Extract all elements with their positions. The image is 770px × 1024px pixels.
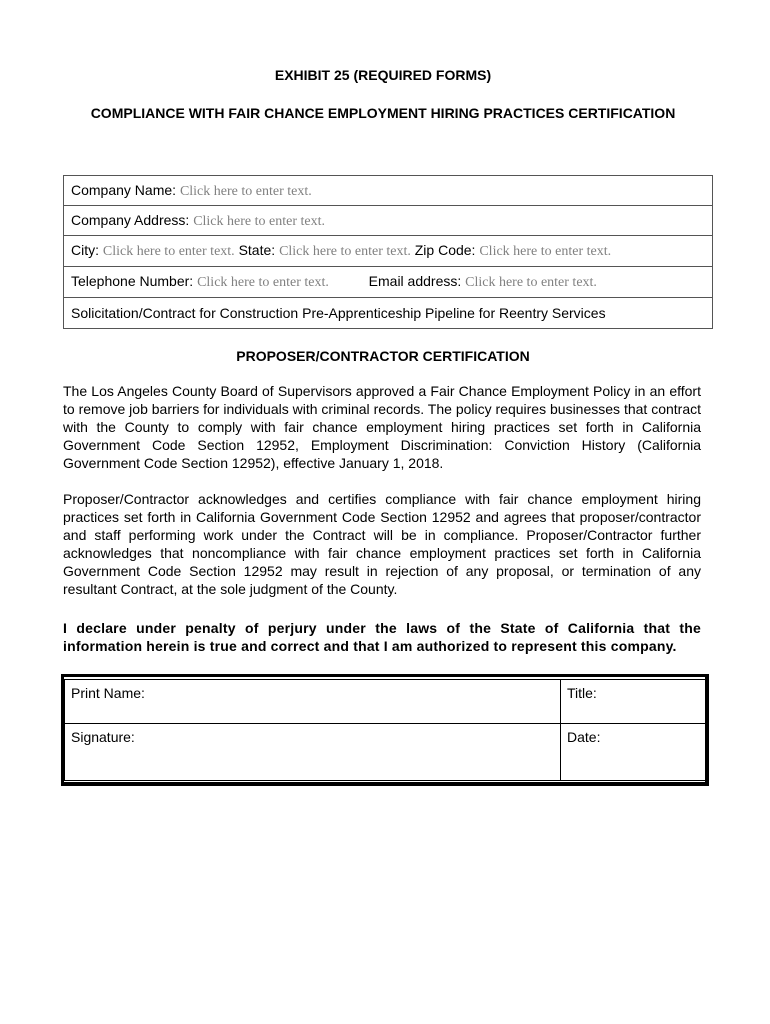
city-field[interactable]: Click here to enter text. [102,244,235,259]
city-state-zip-row [64,236,713,267]
zip-field[interactable]: Click here to enter text. [479,244,612,259]
signature-cell[interactable] [65,724,561,781]
title-cell[interactable] [561,680,706,724]
title-label: Title: [567,685,597,701]
signature-table [64,679,706,781]
solicitation-value: Construction Pre-Apprenticeship Pipeline for Reentry Services [219,305,606,321]
exhibit-title: EXHIBIT 25 (REQUIRED FORMS) [274,67,492,83]
name-title-row [65,680,706,724]
acknowledgement-paragraph: Proposer/Contractor acknowledges and certifies compliance with fair chance employment hiring practices set forth in California Government Code Section 12952 and agrees that proposer/contractor and staff performing work under the Contract will be in compliance. Proposer/Contractor further acknowledges that noncompliance with fair chance employment practices set forth in California Government Code Section 12952 may result in rejection of any proposal, or termination of any resultant Contract, at the sole judgment of the County. [63,491,701,597]
print-name-cell[interactable] [65,680,561,724]
city-label: City: [71,242,99,258]
email-field[interactable]: Click here to enter text. [465,275,597,290]
solicitation-label: Solicitation/Contract for [71,305,216,321]
company-name-row [64,176,713,206]
date-cell[interactable] [561,724,706,781]
zip-label: Zip Code: [414,242,476,258]
company-address-field[interactable]: Click here to enter text. [193,213,325,229]
state-field[interactable]: Click here to enter text. [279,244,411,259]
perjury-declaration: I declare under penalty of perjury under the laws of the State of California that the information herein is true and correct and that I am authorized to represent this company. [63,620,701,654]
date-label: Date: [567,729,601,745]
company-address-label: Company Address: [71,211,190,228]
print-name-label: Print Name: [71,685,145,701]
company-address-row [64,206,713,236]
policy-paragraph: The Los Angeles County Board of Supervisors approved a Fair Chance Employment Policy in an effort to remove job barriers for individuals with criminal records. The policy requires businesses that contract with the County to comply with fair chance employment hiring practices set forth in California Government Code Section 12952, Employment Discrimination: Conviction History (California Government Code Section 12952), effective January 1, 2018. [63,383,701,471]
signature-date-row [65,724,706,781]
contact-row [64,267,713,298]
certification-heading: PROPOSER/CONTRACTOR CERTIFICATION [236,348,530,364]
company-info-table [63,175,713,329]
telephone-field[interactable]: Click here to enter text. [197,275,329,290]
state-label: State: [238,242,276,258]
telephone-label: Telephone Number: [71,273,194,289]
company-name-field[interactable]: Click here to enter text. [179,183,312,199]
form-title: COMPLIANCE WITH FAIR CHANCE EMPLOYMENT HIRING PRACTICES CERTIFICATION [90,105,676,121]
signature-label: Signature: [71,729,135,745]
email-label: Email address: [368,273,462,289]
company-name-label: Company Name: [71,181,177,198]
solicitation-row [64,298,713,329]
